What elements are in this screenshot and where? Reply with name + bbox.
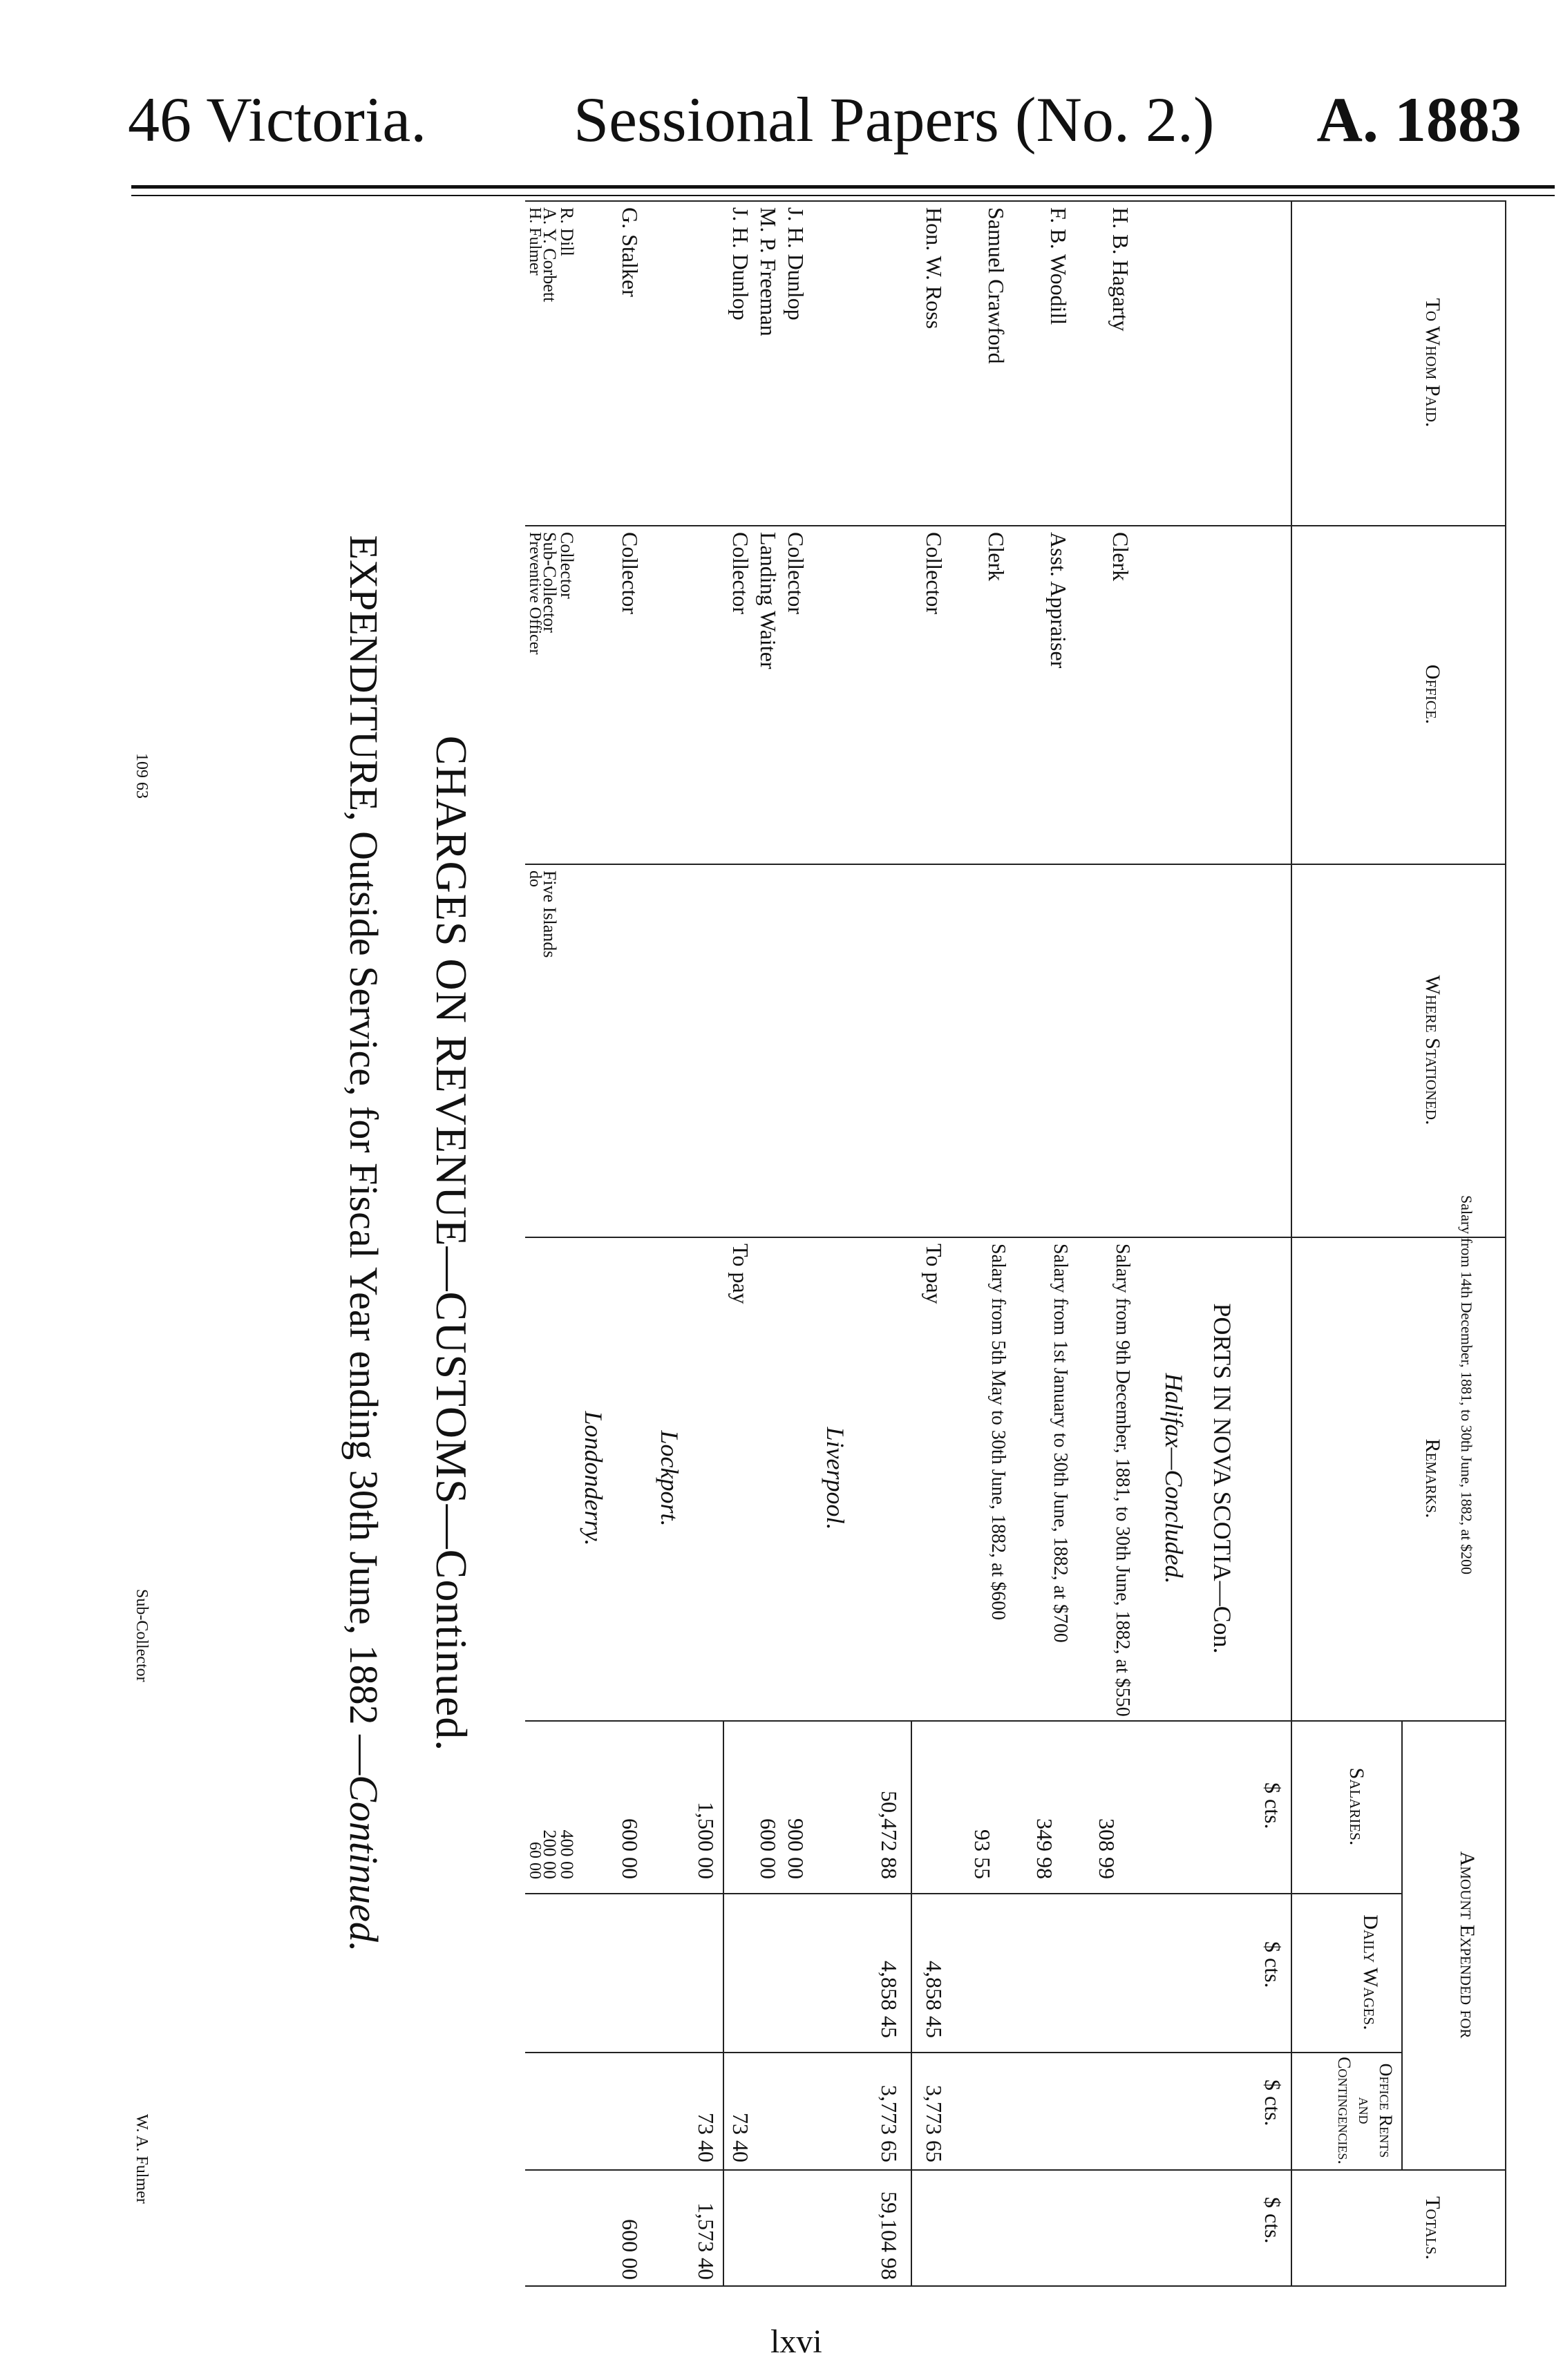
liverpool-total-salaries: 1,500 00 [694,1802,719,1879]
row-remarks: Salary from 1st January to 30th June, 1882, at $700 [1050,1244,1071,1643]
rotated-table-area [263,200,1506,2287]
units-totals: $ cts. [1260,2197,1285,2244]
units-salaries: $ cts. [1260,1782,1285,1829]
col-head-totals: Totals. [1421,2196,1444,2260]
row-office: Preventive Officer [526,532,544,655]
row-remarks: Salary from 5th May to 30th June, 1882, at $600 [987,1244,1009,1621]
table-title: CHARGES ON REVENUE—CUSTOMS—Continued. [427,735,476,1752]
row-salary: 200 00 [540,1829,560,1879]
row-office: Sub-Collector [540,532,560,633]
col-head-office: Office. [1421,664,1444,725]
truncated-row-area-4 [123,753,151,905]
amount-subhead-rule [1401,1720,1403,2169]
col-divider [525,2052,1403,2053]
col-divider [525,864,1506,865]
header-right: A. 1883 [1316,84,1522,155]
header-left: 46 Victoria. [128,84,427,155]
col-head-remarks: Remarks. [1421,1438,1444,1519]
header-bottom-rule [1291,200,1292,2287]
row-name: R. Dill [557,207,577,256]
subtotal-rule [911,1720,912,2287]
col-divider [525,525,1506,526]
row-name: A. Y. Corbett [540,207,560,303]
subsection-lockport: Lockport. [656,1430,683,1527]
liverpool-total-rents: 73 40 [694,2113,719,2162]
col-head-office-rents: Office Rents and Contingencies. [1334,2057,1396,2164]
col-divider [525,2169,1506,2171]
row-salary: 93 55 [970,1829,995,1879]
row-salary: 349 98 [1032,1818,1057,1879]
halifax-total-wages: 4,858 45 [877,1961,902,2038]
row-name: H. Fulmer [526,207,544,276]
row-remarks: Salary from 9th December, 1881, to 30th June, 1882, at $550 [1112,1244,1133,1717]
col-divider [525,2285,1506,2287]
row-name: G. Stalker [618,207,643,297]
row-office: Collector [922,532,947,615]
row-where: Five Islands [540,870,560,958]
col-head-daily-wages: Daily Wages. [1359,1914,1382,2030]
halifax-total-rents: 3,773 65 [877,2085,902,2162]
halifax-grand-total: 59,104 98 [877,2191,902,2280]
row-salary: 900 00 [784,1818,808,1879]
row-salary: 60 00 [526,1842,544,1879]
row-rents: 3,773 65 [922,2085,947,2162]
row-name: J. H. Dunlop [728,207,753,321]
row-salary: 109 63 [133,753,151,799]
header-rule [131,185,1555,189]
section-title: PORTS IN NOVA SCOTIA—Con. [1209,1303,1236,1654]
row-office: Clerk [1108,532,1133,582]
row-office: Clerk [984,532,1009,582]
col-head-amount: Amount Expended for [1456,1851,1479,2039]
row-office: Collector [728,532,753,615]
expenditure-table [525,200,1506,2287]
row-salary: 600 00 [756,1818,781,1879]
row-office: Asst. Appraiser [1046,532,1071,669]
subsection-halifax: Halifax—Concluded. [1160,1373,1188,1584]
subtotal-rule [723,1720,724,2287]
row-office: Landing Waiter [756,532,781,669]
truncated-row-area [123,2114,151,2321]
row-where: do [526,870,544,887]
row-office: Collector [557,532,577,599]
page-header [0,0,1563,173]
row-remarks: Salary from 14th December, 1881, to 30th June, 1882, at $200 [1458,1195,1475,1575]
row-name: H. B. Hagarty [1108,207,1133,332]
table-top-rule [1505,200,1506,2287]
liverpool-grand-total: 1,573 40 [694,2202,719,2280]
row-name: F. B. Woodill [1046,207,1071,325]
header-rule-thin [131,195,1555,196]
row-salary: 600 00 [618,1818,643,1879]
row-office: Collector [784,532,808,615]
subtitle-italic: Continued. [341,1775,386,1952]
col-head-where: Where Stationed. [1421,975,1444,1125]
col-divider [525,200,1506,202]
subsection-londonderry: Londonderry. [580,1411,607,1546]
halifax-total-salaries: 50,472 88 [877,1791,902,1879]
row-salary: 308 99 [1095,1818,1119,1879]
row-remarks: To pay [922,1244,947,1304]
col-divider [525,1893,1403,1894]
row-rents: 73 40 [728,2113,753,2162]
row-name: M. P. Freeman [756,207,781,336]
row-office: Sub-Collector [133,1589,151,1682]
header-center: Sessional Papers (No. 2.) [574,84,1215,155]
col-head-salaries: Salaries. [1345,1767,1368,1846]
col-head-to-whom: To Whom Paid. [1421,298,1444,428]
page-number: lxvi [770,2323,822,2360]
row-name: Samuel Crawford [984,207,1009,364]
truncated-row-area-3 [1448,1195,1475,1679]
row-wages: 4,858 45 [922,1961,947,2038]
subtitle-text: Outside Service, for Fiscal Year ending 30th June, 1882 — [341,821,386,1776]
subtitle-prefix: EXPENDITURE, [341,535,386,821]
row-total: 600 00 [618,2219,643,2280]
row-name: J. H. Dunlop [784,207,808,321]
units-rents: $ cts. [1260,2079,1285,2126]
table-subtitle [341,200,387,2287]
truncated-row-area-2 [123,1589,151,2073]
row-office: Collector [618,532,643,615]
row-name: Hon. W. Ross [922,207,947,330]
units-wages: $ cts. [1260,1941,1285,1988]
row-name: W. A. Fulmer [133,2114,151,2204]
row-salary: 400 00 [557,1829,577,1879]
row-remarks: To pay [728,1244,753,1304]
subsection-liverpool: Liverpool. [822,1427,849,1530]
